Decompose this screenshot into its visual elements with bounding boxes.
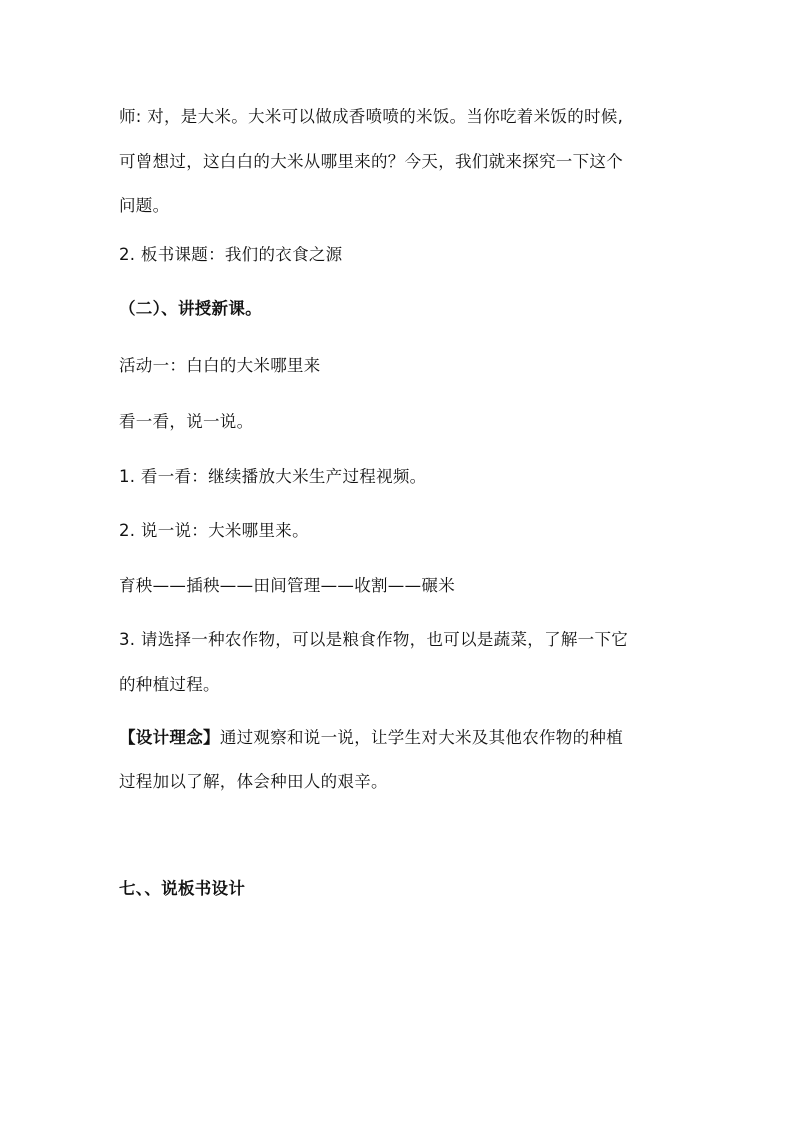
process-steps: 育秧——插秧——田间管理——收割——碾米 — [119, 576, 455, 595]
paragraph-line: 可曾想过，这白白的大米从哪里来的？今天，我们就来探究一下这个 — [119, 152, 623, 171]
section-subheading: （二）、讲授新课。 — [119, 299, 262, 318]
section-heading: 七、、说板书设计 — [119, 879, 246, 898]
list-item: 3. 请选择一种农作物，可以是粮食作物，也可以是蔬菜，了解一下它 — [119, 630, 629, 649]
design-concept-text: 通过观察和说一说，让学生对大米及其他农作物的种植 — [219, 728, 624, 747]
list-item: 2. 说一说：大米哪里来。 — [119, 521, 309, 540]
activity-title: 活动一：白白的大米哪里来 — [119, 356, 321, 375]
paragraph-line: 师: 对，是大米。大米可以做成香喷喷的米饭。当你吃着米饭的时候, — [119, 107, 624, 126]
design-concept-label: 【设计理念】 — [119, 728, 220, 747]
paragraph-line: 问题。 — [119, 196, 170, 215]
list-item: 1. 看一看：继续播放大米生产过程视频。 — [119, 467, 427, 486]
paragraph-line: 的种植过程。 — [119, 675, 220, 694]
design-concept-line — [119, 726, 679, 750]
paragraph-line: 看一看，说一说。 — [119, 412, 254, 431]
board-title-line: 2. 板书课题：我们的衣食之源 — [119, 245, 343, 264]
design-concept-line-2: 过程加以了解，体会种田人的艰辛。 — [119, 772, 388, 791]
